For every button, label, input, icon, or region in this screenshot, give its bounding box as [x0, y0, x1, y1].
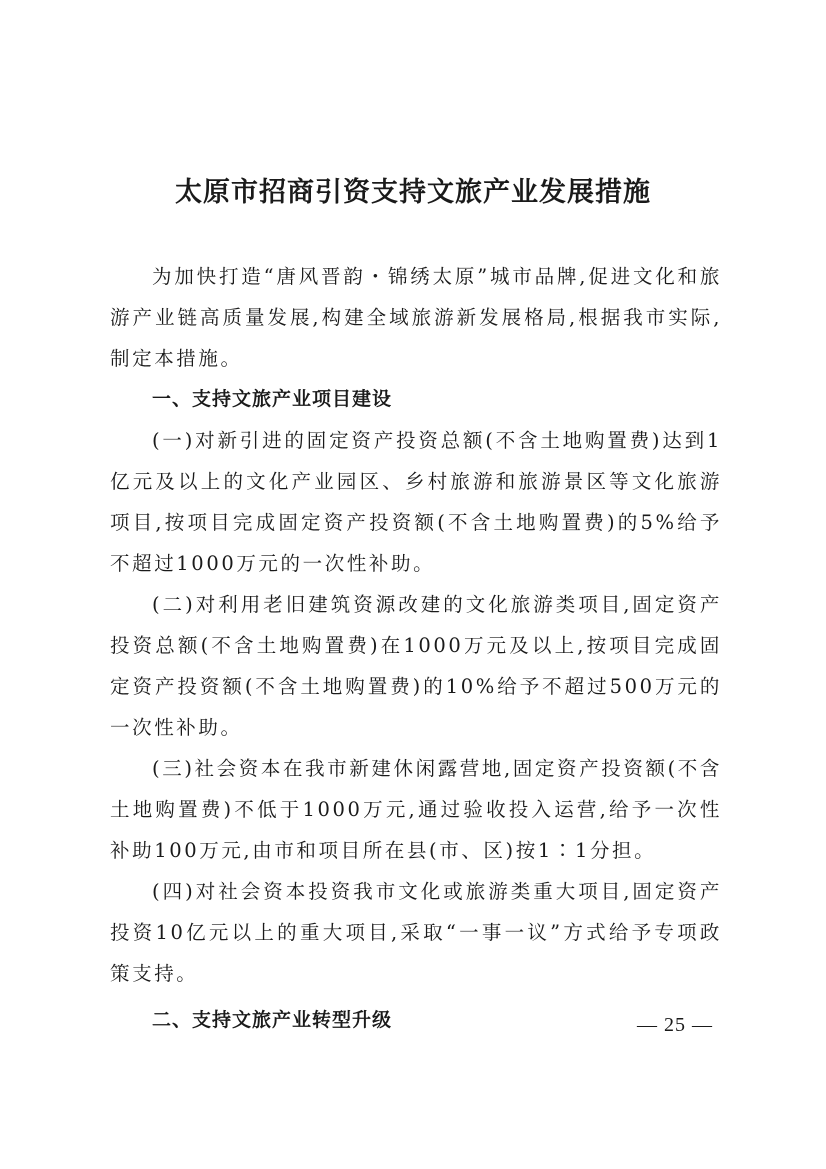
section-heading-2: 二、支持文旅产业转型升级: [152, 1009, 393, 1031]
document-body: [110, 256, 722, 1041]
section-heading-1: 一、支持文旅产业项目建设: [152, 388, 393, 410]
section1-item-2: (二)对利用老旧建筑资源改建的文化旅游类项目,固定资产投资总额(不含土地购置费)在1000万元及以上,按项目完成固定资产投资额(不含土地购置费)的10%给予不超过500万元的一次性补助。: [110, 593, 722, 739]
page-number: — 25 —: [637, 1014, 713, 1036]
document-title: 太原市招商引资支持文旅产业发展措施: [175, 177, 651, 208]
section1-item-3: (三)社会资本在我市新建休闲露营地,固定资产投资额(不含土地购置费)不低于1000万元,通过验收投入运营,给予一次性补助100万元,由市和项目所在县(市、区)按1∶1分担。: [110, 757, 722, 862]
section1-item-4: (四)对社会资本投资我市文化或旅游类重大项目,固定资产投资10亿元以上的重大项目,采取“一事一议”方式给予专项政策支持。: [110, 880, 722, 985]
section1-item-1: (一)对新引进的固定资产投资总额(不含土地购置费)达到1亿元及以上的文化产业园区、乡村旅游和旅游景区等文化旅游项目,按项目完成固定资产投资额(不含土地购置费)的5%给予不超过1000万元的一次性补助。: [110, 429, 722, 575]
intro-paragraph: 为加快打造“唐风晋韵・锦绣太原”城市品牌,促进文化和旅游产业链高质量发展,构建全域旅游新发展格局,根据我市实际,制定本措施。: [110, 265, 722, 370]
